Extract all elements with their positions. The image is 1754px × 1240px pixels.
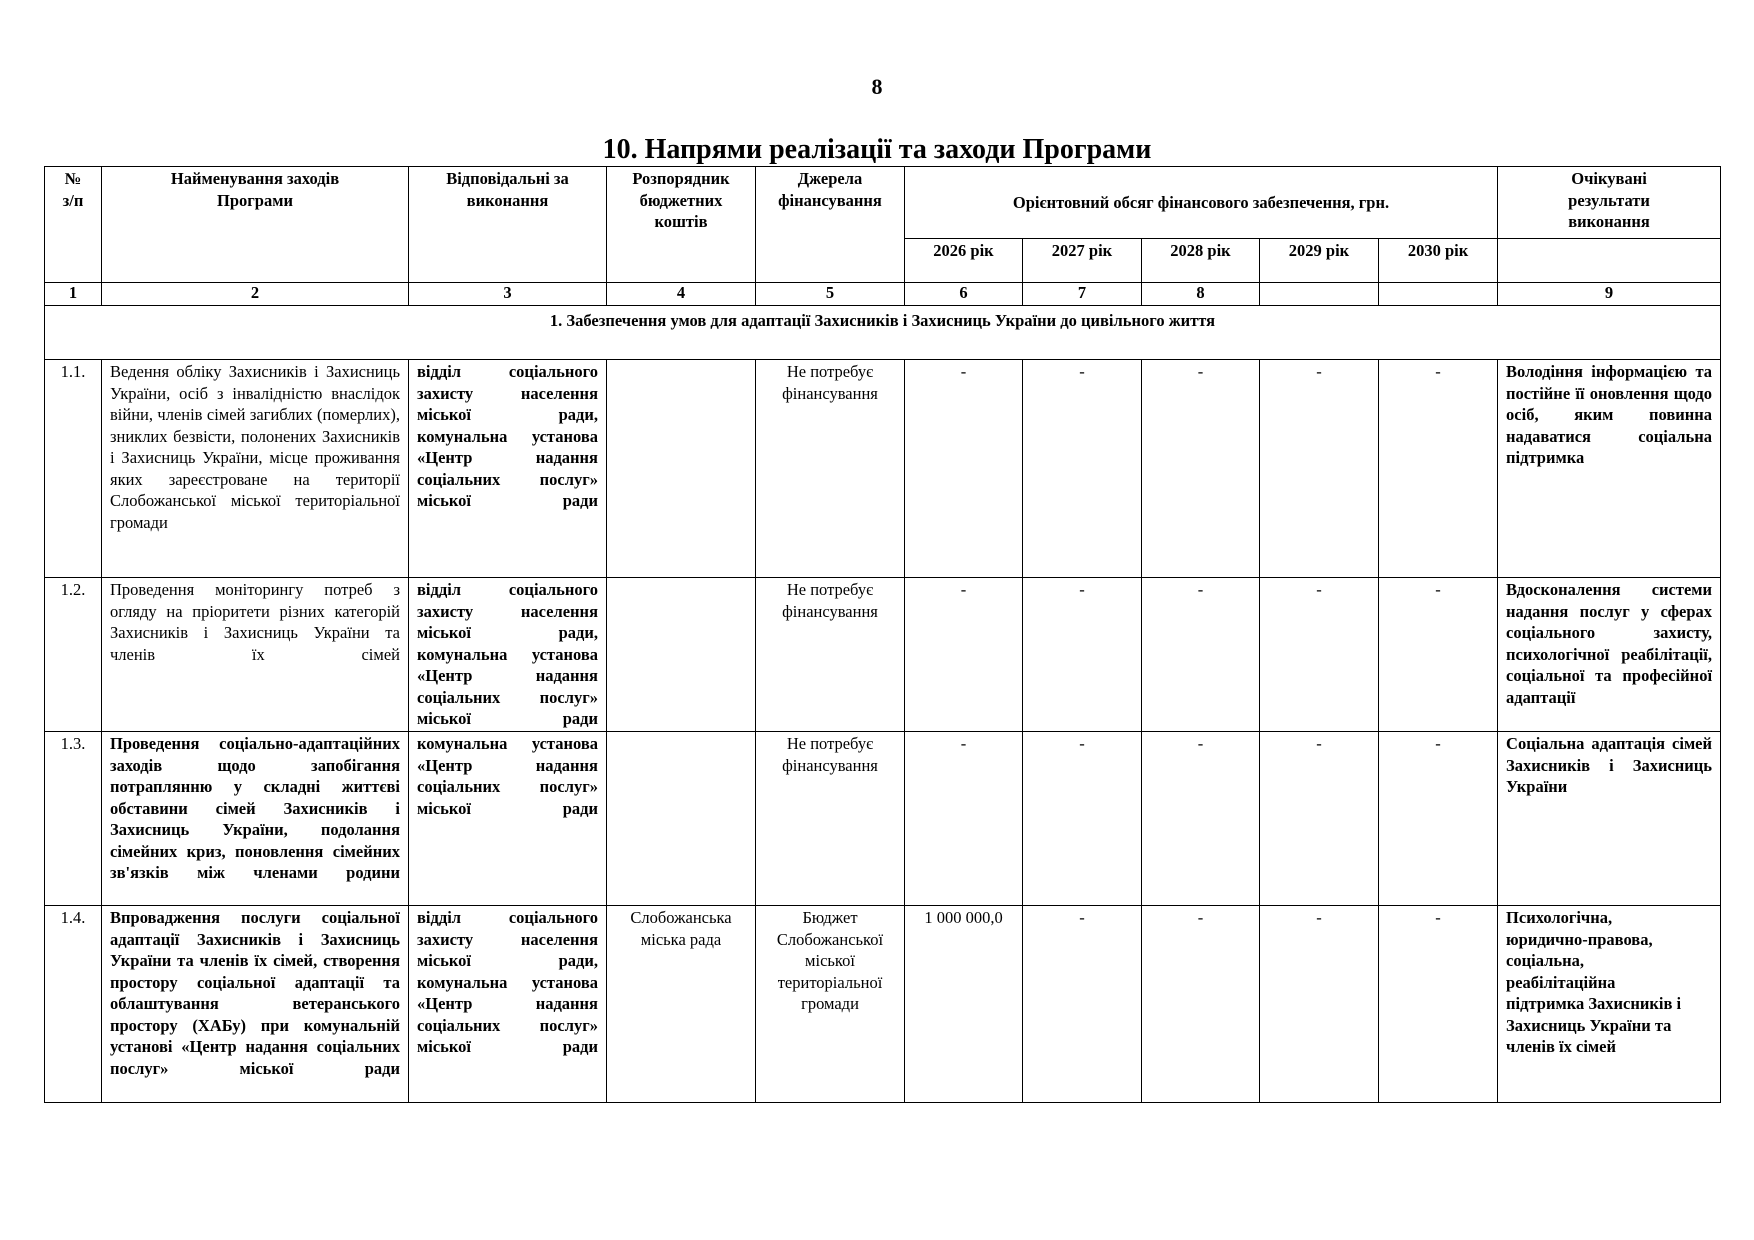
amount-2027: - [1023, 906, 1142, 1103]
column-number: 9 [1498, 283, 1721, 306]
header-year: 2028 рік [1142, 239, 1260, 283]
column-number: 5 [756, 283, 905, 306]
budget-manager: Слобожанська міська рада [607, 906, 756, 1103]
header-year: 2026 рік [905, 239, 1023, 283]
amount-2030: - [1379, 578, 1498, 732]
responsible-party: комунальна установа «Центр надання соціальних послуг» міської ради [409, 732, 607, 906]
header-year: 2030 рік [1379, 239, 1498, 283]
column-number: 6 [905, 283, 1023, 306]
column-number: 7 [1023, 283, 1142, 306]
programme-measures-table [44, 166, 1721, 1103]
header-results: Очікувані результати виконання [1498, 167, 1721, 239]
header-results-blank [1498, 239, 1721, 283]
column-number: 2 [102, 283, 409, 306]
amount-2026: 1 000 000,0 [905, 906, 1023, 1103]
funding-source: Не потребує фінансування [756, 360, 905, 578]
measure-name: Впровадження послуги соціальної адаптації Захисників і Захисниць України та членів їх сімей, створення простору соціальної адаптації та облаштування ветеранського простору (ХАБу) при комунальній установі «Центр надання соціальних послуг» міської ради [102, 906, 409, 1103]
responsible-party: відділ соціального захисту населення міської ради, комунальна установа «Центр надання соціальних послуг» міської ради [409, 906, 607, 1103]
responsible-party: відділ соціального захисту населення міської ради, комунальна установа «Центр надання соціальних послуг» міської ради [409, 578, 607, 732]
header-sources: Джерела фінансування [756, 167, 905, 283]
row-number: 1.2. [45, 578, 102, 732]
amount-2028: - [1142, 360, 1260, 578]
table-row [45, 732, 1721, 906]
column-number: 1 [45, 283, 102, 306]
amount-2029: - [1260, 906, 1379, 1103]
column-number [1379, 283, 1498, 306]
funding-source: Бюджет Слобожанської міської територіальної громади [756, 906, 905, 1103]
header-manager: Розпорядник бюджетних коштів [607, 167, 756, 283]
header-responsible: Відповідальні за виконання [409, 167, 607, 283]
column-number [1260, 283, 1379, 306]
amount-2027: - [1023, 732, 1142, 906]
header-no: № з/п [45, 167, 102, 283]
amount-2030: - [1379, 360, 1498, 578]
measure-name: Ведення обліку Захисників і Захисниць України, осіб з інвалідністю внаслідок війни, членів сімей загиблих (померлих), зниклих безвісти, полонених Захисників і Захисниць України, місце проживання яких зареєстроване на території Слобожанської міської територіальної громади [102, 360, 409, 578]
header-name: Найменування заходів Програми [102, 167, 409, 283]
column-number: 3 [409, 283, 607, 306]
funding-source: Не потребує фінансування [756, 578, 905, 732]
table-row [45, 906, 1721, 1103]
expected-result: Психологічна, юридично-правова, соціальна, реабілітаційна підтримка Захисників і Захисниць України та членів їх сімей [1498, 906, 1721, 1103]
amount-2026: - [905, 360, 1023, 578]
amount-2026: - [905, 732, 1023, 906]
responsible-party: відділ соціального захисту населення міської ради, комунальна установа «Центр надання соціальних послуг» міської ради [409, 360, 607, 578]
funding-source: Не потребує фінансування [756, 732, 905, 906]
expected-result: Вдосконалення системи надання послуг у сферах соціального захисту, психологічної реабілітації, соціальної та професійної адаптації [1498, 578, 1721, 732]
amount-2028: - [1142, 906, 1260, 1103]
amount-2029: - [1260, 360, 1379, 578]
row-number: 1.3. [45, 732, 102, 906]
amount-2030: - [1379, 906, 1498, 1103]
measure-name: Проведення моніторингу потреб з огляду на пріоритети різних категорій Захисників і Захисниць України та членів їх сімей [102, 578, 409, 732]
row-number: 1.1. [45, 360, 102, 578]
amount-2029: - [1260, 578, 1379, 732]
amount-2027: - [1023, 360, 1142, 578]
amount-2030: - [1379, 732, 1498, 906]
expected-result: Соціальна адаптація сімей Захисників і Захисниць України [1498, 732, 1721, 906]
header-funding: Орієнтовний обсяг фінансового забезпечення, грн. [905, 167, 1498, 239]
header-year: 2027 рік [1023, 239, 1142, 283]
page-title: 10. Напрями реалізації та заходи Програми [602, 134, 1152, 165]
amount-2029: - [1260, 732, 1379, 906]
measure-name: Проведення соціально-адаптаційних заходів щодо запобігання потраплянню у складні життєві обставини сімей Захисників і Захисниць України, подолання сімейних криз, поновлення сімейних зв'язків між членами родини [102, 732, 409, 906]
column-number: 8 [1142, 283, 1260, 306]
section-heading: 1. Забезпечення умов для адаптації Захисників і Захисниць України до цивільного життя [45, 306, 1721, 360]
column-number: 4 [607, 283, 756, 306]
row-number: 1.4. [45, 906, 102, 1103]
page-number: 8 [871, 74, 883, 99]
budget-manager [607, 732, 756, 906]
amount-2028: - [1142, 732, 1260, 906]
amount-2026: - [905, 578, 1023, 732]
budget-manager [607, 578, 756, 732]
table-row [45, 578, 1721, 732]
expected-result: Володіння інформацією та постійне її оновлення щодо осіб, яким повинна надаватися соціальна підтримка [1498, 360, 1721, 578]
budget-manager [607, 360, 756, 578]
header-year: 2029 рік [1260, 239, 1379, 283]
amount-2027: - [1023, 578, 1142, 732]
amount-2028: - [1142, 578, 1260, 732]
table-row [45, 360, 1721, 578]
